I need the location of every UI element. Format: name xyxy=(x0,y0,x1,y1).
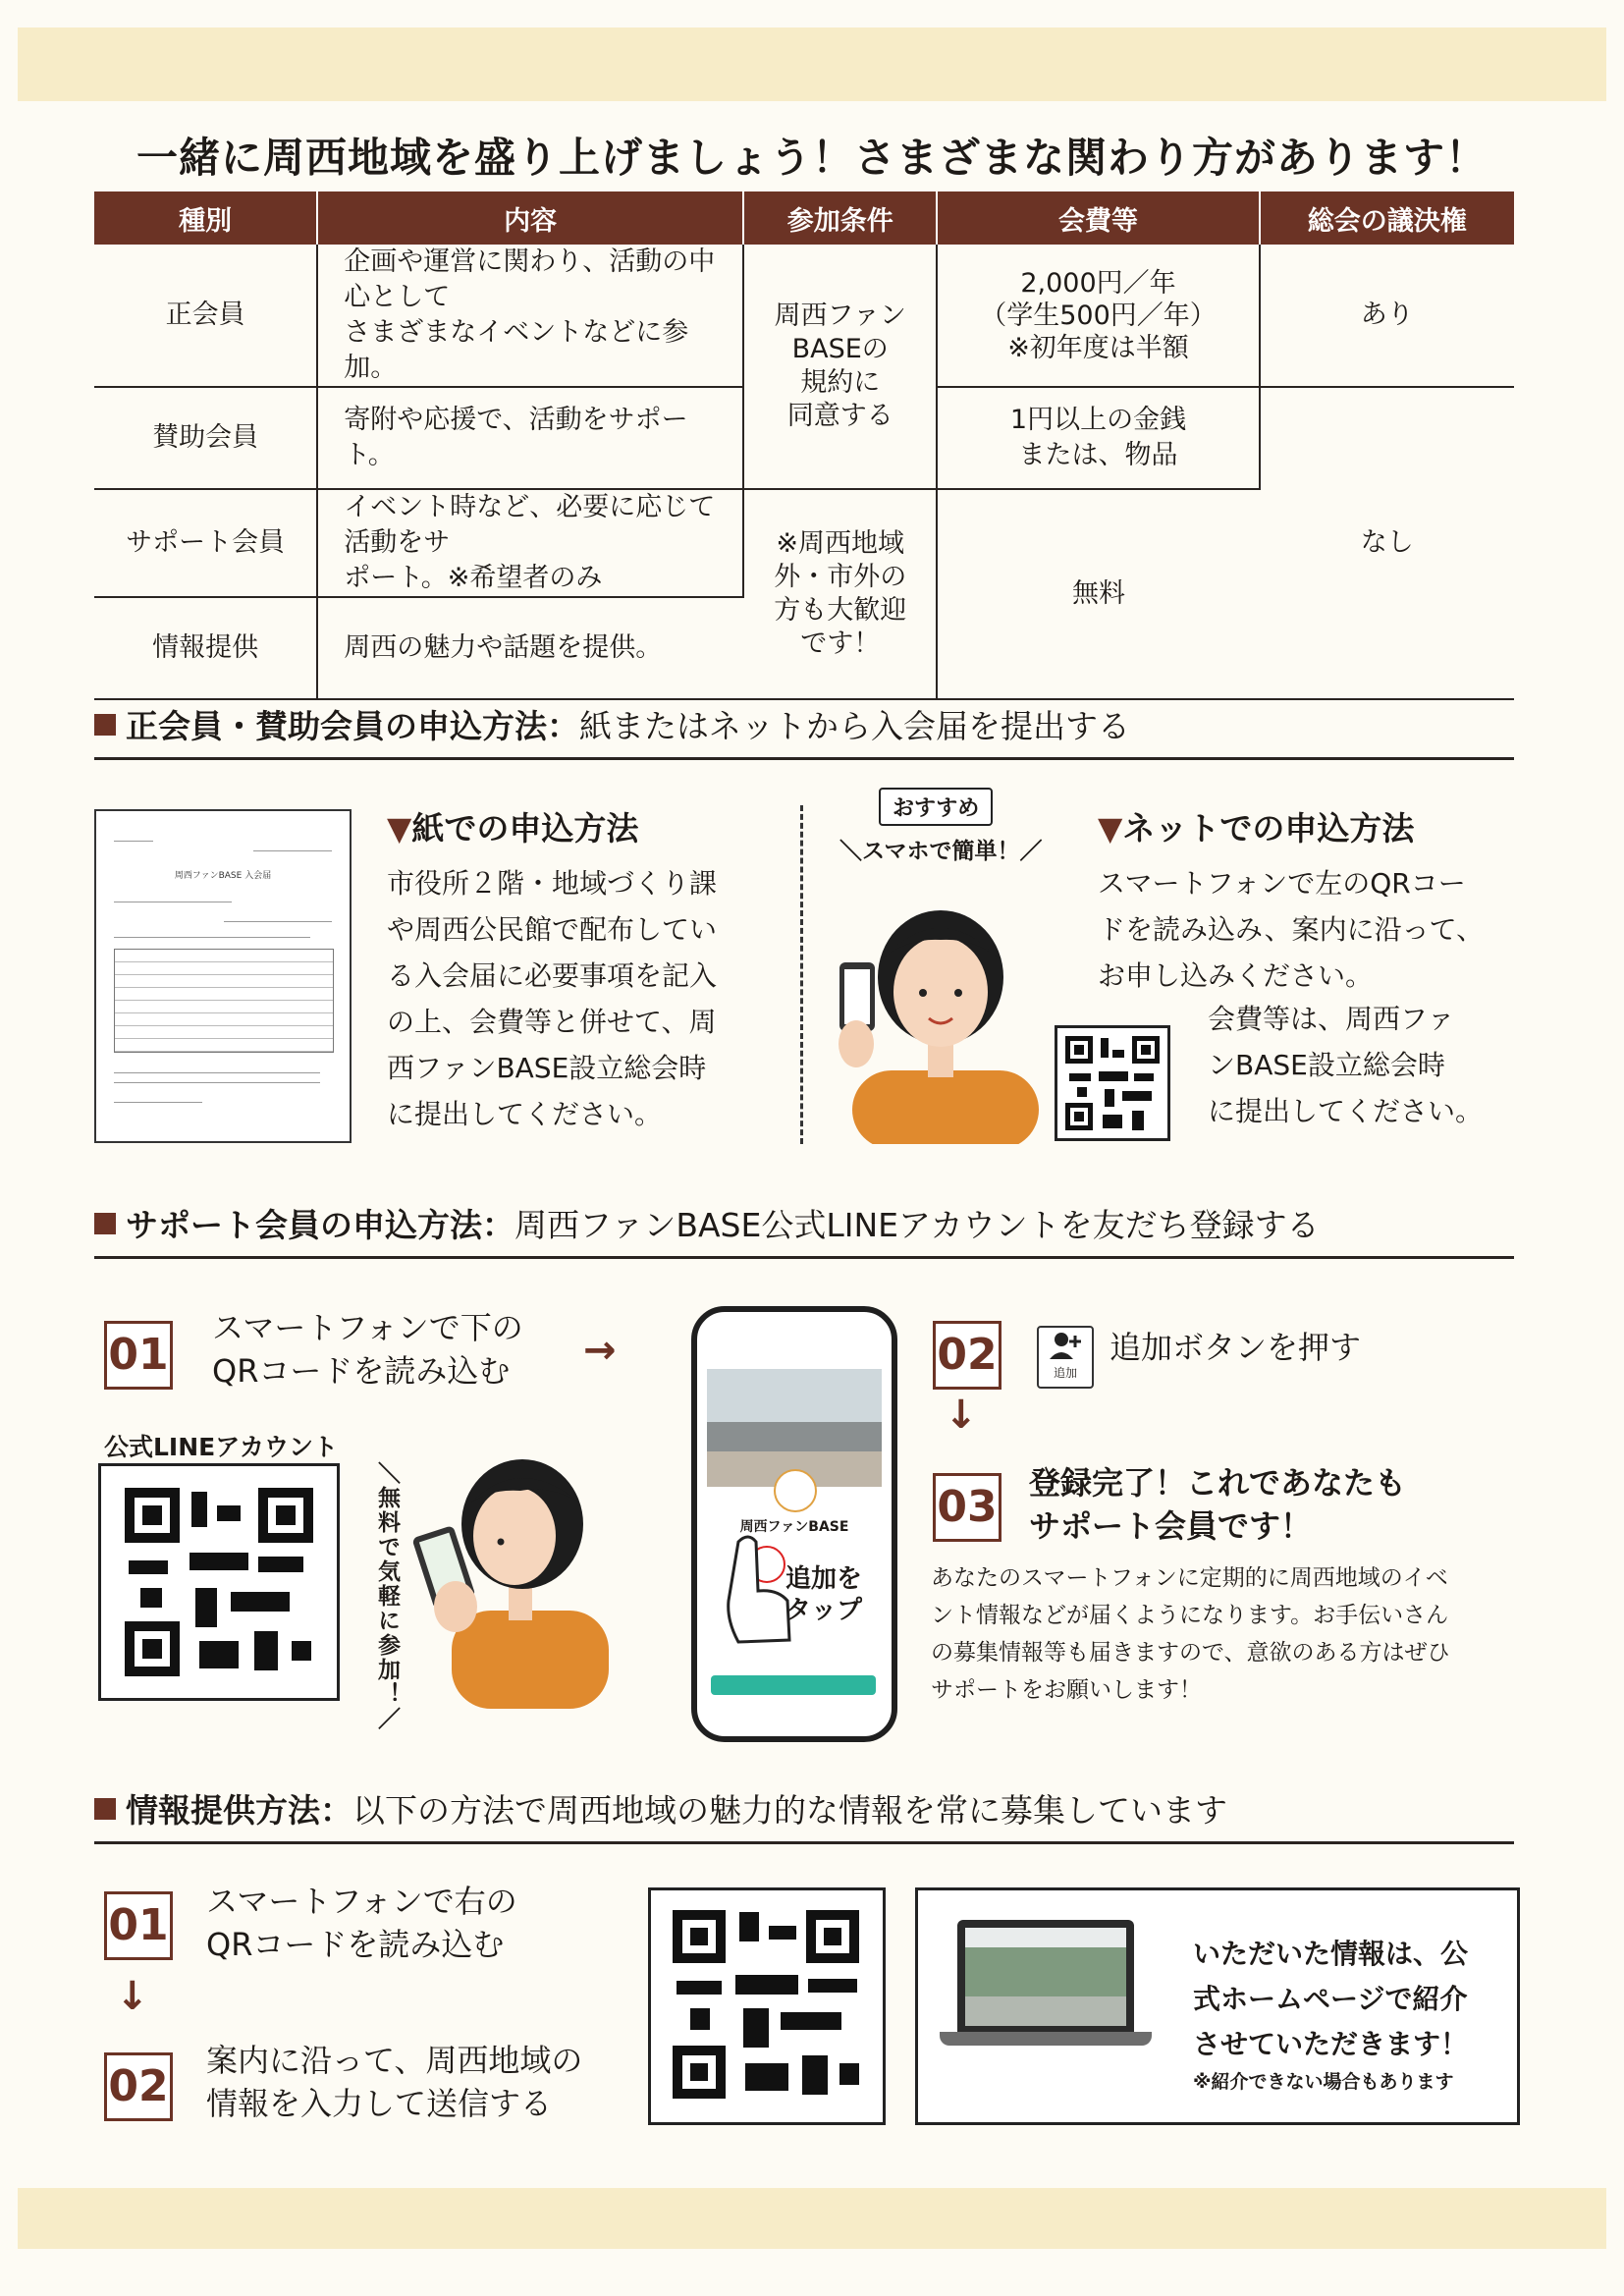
cell-content: 周西の魅力や話題を提供。 xyxy=(317,597,743,699)
header-vote: 総会の議決権 xyxy=(1260,191,1514,245)
square-bullet-icon xyxy=(94,714,116,736)
phone-mockup xyxy=(691,1306,897,1742)
form-title: 周西ファンBASE 入会届 xyxy=(174,871,272,881)
cell-content: イベント時など、必要に応じて活動をサ ポート。※希望者のみ xyxy=(317,489,743,597)
header-type: 種別 xyxy=(94,191,317,245)
paper-method-title: ▼紙での申込方法 xyxy=(387,809,639,847)
laptop-base xyxy=(940,2032,1152,2046)
laptop-screen xyxy=(965,1928,1126,2026)
woman-with-phone-illustration xyxy=(835,879,1041,1144)
cell-condition-main: 周西ファン BASEの 規約に 同意する xyxy=(743,245,937,489)
membership-table xyxy=(94,191,1514,700)
net-method-text: スマートフォンで左のQRコー ドを読み込み、案内に沿って、 お申し込みください。 xyxy=(1098,867,1485,992)
smartphone-easy-label: ＼スマホで簡単！／ xyxy=(839,839,1043,864)
step2-text: 追加ボタンを押す xyxy=(1110,1329,1362,1366)
qr-code-net-application[interactable] xyxy=(1055,1025,1170,1141)
phone-logo-icon xyxy=(774,1469,817,1512)
phone-green-button xyxy=(711,1675,876,1695)
info-step2-text: 案内に沿って、周西地域の 情報を入力して送信する xyxy=(206,2042,583,2122)
page-title: 一緒に周西地域を盛り上げましょう！さまざまな関わり方があります！ xyxy=(135,134,1488,182)
step3-text: 登録完了！これであなたも サポート会員です！ xyxy=(1029,1464,1407,1545)
laptop-icon xyxy=(957,1920,1134,2032)
support-description: あなたのスマートフォンに定期的に周西地域のイベ ント情報などが届くようになります。お手伝いさん の募集情報等も届きますので、意欲のある方はぜひ サポートをお願いします！ xyxy=(931,1565,1450,1703)
net-method-text-fee: 会費等は、周西ファ ンBASE設立総会時 に提出してください。 xyxy=(1208,1003,1484,1127)
cell-vote: あり xyxy=(1260,245,1514,387)
arrow-down-icon: ↓ xyxy=(116,1974,149,2019)
step-number: 01 xyxy=(104,1891,173,1960)
net-method-title: ▼ネットでの申込方法 xyxy=(1098,809,1415,847)
qr-code-info-submission[interactable] xyxy=(648,1887,886,2125)
table-row xyxy=(94,245,1514,387)
cell-condition-note: ※周西地域 外・市外の 方も大歓迎 です！ xyxy=(743,489,937,699)
cell-fee: 1円以上の金銭 または、物品 xyxy=(937,387,1259,489)
section-heading-support xyxy=(94,1200,1514,1259)
cell-fee: 無料 xyxy=(937,489,1259,699)
phone-account-name: 周西ファンBASE xyxy=(739,1519,849,1535)
square-bullet-icon xyxy=(94,1213,116,1234)
section-heading-rest: 以下の方法で周西地域の魅力的な情報を常に募集しています xyxy=(352,1791,1227,1830)
step-number: 03 xyxy=(933,1473,1001,1542)
section-heading-rest: 周西ファンBASE公式LINEアカウントを友だち登録する xyxy=(514,1206,1320,1244)
dashed-divider xyxy=(800,805,803,1144)
finger-tap-icon xyxy=(709,1532,797,1650)
cell-content: 寄附や応援で、活動をサポート。 xyxy=(317,387,743,489)
section-heading-info xyxy=(94,1785,1514,1844)
step-number: 01 xyxy=(104,1321,173,1390)
cell-fee: 2,000円／年 （学生500円／年） ※初年度は半額 xyxy=(937,245,1259,387)
section-heading-text: 正会員・賛助会員の申込方法： xyxy=(126,707,579,745)
person-add-icon xyxy=(1046,1328,1085,1361)
paper-form-image xyxy=(94,809,352,1143)
square-bullet-icon xyxy=(94,1798,116,1820)
free-join-vertical-label: ＼無料で気軽に参加！／ xyxy=(374,1461,400,1731)
woman-using-phone-illustration xyxy=(412,1434,609,1709)
table-header-row xyxy=(94,191,1514,245)
step-number: 02 xyxy=(933,1321,1001,1390)
website-feature-text: いただいた情報は、公 式ホームページで紹介 させていただきます！ xyxy=(1193,1938,1469,2060)
step1-text: スマートフォンで下の QRコードを読み込む xyxy=(212,1309,523,1390)
top-decor-band xyxy=(18,27,1606,101)
bottom-decor-band xyxy=(18,2188,1606,2249)
header-content: 内容 xyxy=(317,191,743,245)
paper-method-text: 市役所２階・地域づくり課 や周西公民館で配布してい る入会届に必要事項を記入 の上、会費等と併せて、周 西ファンBASE設立総会時 に提出してください。 xyxy=(387,867,718,1130)
step-number: 02 xyxy=(104,2052,173,2121)
cell-type: 情報提供 xyxy=(94,597,317,699)
website-feature-note: ※紹介できない場合もあります xyxy=(1193,2071,1454,2093)
add-icon-label: 追加 xyxy=(1053,1366,1077,1380)
triangle-down-icon: ▼ xyxy=(387,809,412,847)
arrow-down-icon: ↓ xyxy=(945,1393,978,1438)
cell-type: 正会員 xyxy=(94,245,317,387)
section-heading-text: 情報提供方法： xyxy=(126,1791,352,1830)
website-preview-panel xyxy=(915,1887,1520,2125)
cell-type: サポート会員 xyxy=(94,489,317,597)
add-friend-button-icon[interactable] xyxy=(1037,1326,1094,1389)
cell-vote-none: なし xyxy=(1260,387,1514,699)
section-heading-text: サポート会員の申込方法： xyxy=(126,1206,514,1244)
header-condition: 参加条件 xyxy=(743,191,937,245)
qr-code-line-account[interactable] xyxy=(98,1463,340,1701)
section-heading-apply xyxy=(94,701,1514,760)
triangle-down-icon: ▼ xyxy=(1098,809,1123,847)
line-account-label: 公式LINEアカウント xyxy=(104,1433,338,1461)
arrow-right-icon: → xyxy=(583,1328,617,1373)
header-fee: 会費等 xyxy=(937,191,1259,245)
cell-content: 企画や運営に関わり、活動の中心として さまざまなイベントなどに参加。 xyxy=(317,245,743,387)
recommend-badge: おすすめ xyxy=(879,788,993,826)
section-heading-rest: 紙またはネットから入会届を提出する xyxy=(579,707,1130,745)
cell-type: 賛助会員 xyxy=(94,387,317,489)
tap-add-label: 追加を タップ xyxy=(785,1564,863,1625)
info-step1-text: スマートフォンで右の QRコードを読み込む xyxy=(206,1883,517,1963)
